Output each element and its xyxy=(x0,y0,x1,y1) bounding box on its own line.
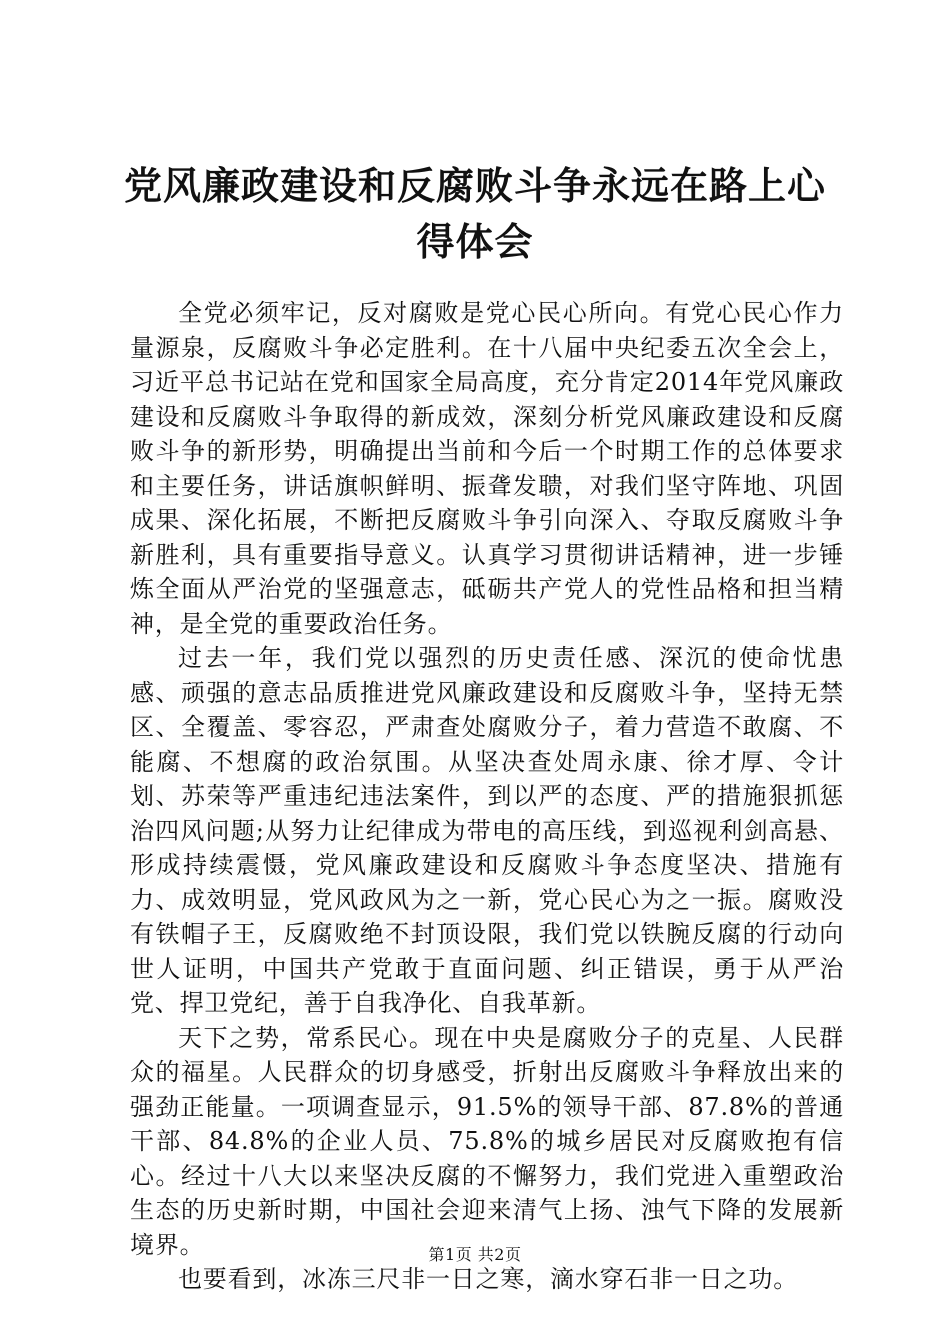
paragraph: 也要看到，冰冻三尺非一日之寒，滴水穿石非一日之功。 xyxy=(178,1265,798,1293)
document-body xyxy=(130,296,844,1297)
paragraph: 过去一年，我们党以强烈的历史责任感、深沉的使命忧患感、顽强的意志品质推进党风廉政建设和反腐败斗争，坚持无禁区、全覆盖、零容忍，严肃查处腐败分子，着力营造不敢腐、不能腐、不想腐的政治氛围。从坚决查处周永康、徐才厚、令计划、苏荣等严重违纪违法案件，到以严的态度、严的措施狠抓惩治四风问题;从努力让纪律成为带电的高压线，到巡视利剑高悬、形成持续震慑，党风廉政建设和反腐败斗争态度坚决、措施有力、成效明显，党风政风为之一新，党心民心为之一振。腐败没有铁帽子王，反腐败绝不封顶设限，我们党以铁腕反腐的行动向世人证明，中国共产党敢于直面问题、纠正错误，勇于从严治党、捍卫党纪，善于自我净化、自我革新。 xyxy=(130,644,844,1017)
paragraph: 天下之势，常系民心。现在中央是腐败分子的克星、人民群众的福星。人民群众的切身感受，折射出反腐败斗争释放出来的强劲正能量。一项调查显示，91.5%的领导干部、87.8%的普通干部、84.8%的企业人员、75.8%的城乡居民对反腐败抱有信心。经过十八大以来坚决反腐的不懈努力，我们党进入重塑政治生态的历史新时期，中国社会迎来清气上扬、浊气下降的发展新境界。 xyxy=(130,1023,844,1259)
paragraph: 全党必须牢记，反对腐败是党心民心所向。有党心民心作力量源泉，反腐败斗争必定胜利。在十八届中央纪委五次全会上，习近平总书记站在党和国家全局高度，充分肯定2014年党风廉政建设和反腐败斗争取得的新成效，深刻分析党风廉政建设和反腐败斗争的新形势，明确提出当前和今后一个时期工作的总体要求和主要任务，讲话旗帜鲜明、振聋发聩，对我们坚守阵地、巩固成果、深化拓展，不断把反腐败斗争引向深入、夺取反腐败斗争新胜利，具有重要指导意义。认真学习贯彻讲话精神，进一步锤炼全面从严治党的坚强意志，砥砺共产党人的党性品格和担当精神，是全党的重要政治任务。 xyxy=(130,299,844,638)
page-number-footer: 第1页 共2页 xyxy=(428,1245,522,1264)
document-title: 党风廉政建设和反腐败斗争永远在路上心得体会 xyxy=(123,164,826,264)
